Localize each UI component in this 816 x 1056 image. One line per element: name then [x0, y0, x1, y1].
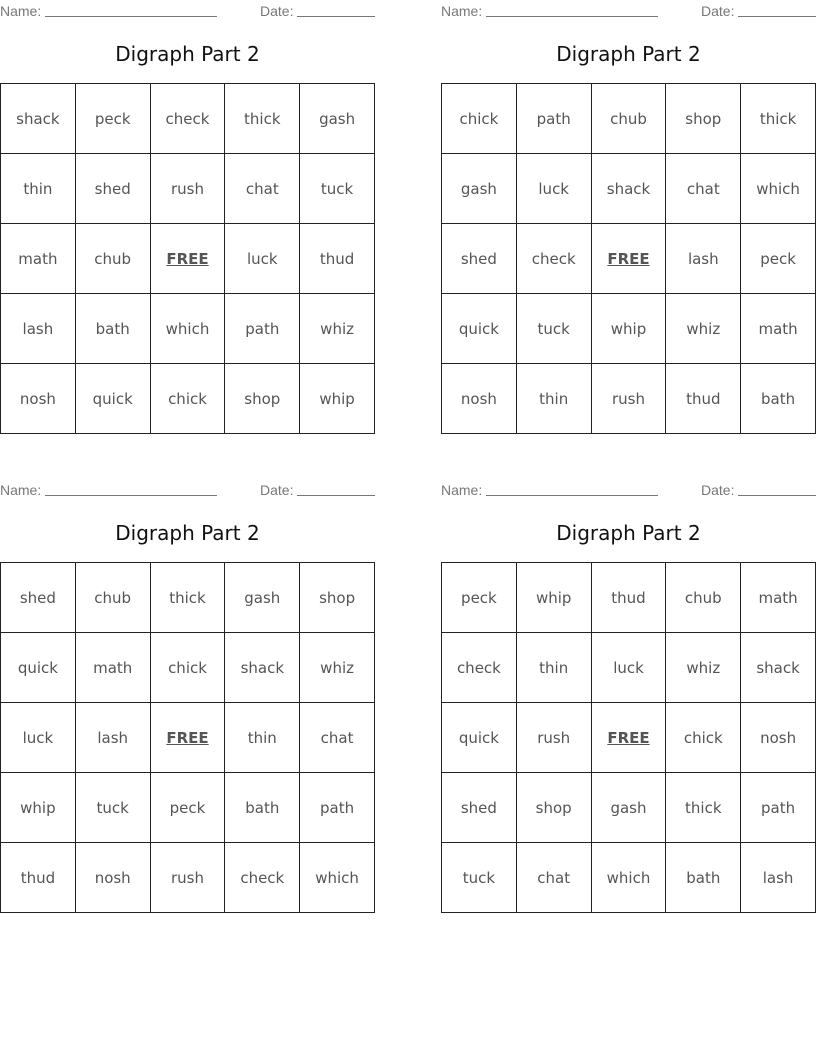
- grid-row: [442, 84, 816, 154]
- word-cell: chick: [150, 633, 225, 703]
- word-cell: check: [516, 224, 591, 294]
- word-cell: quick: [442, 703, 517, 773]
- word-cell: shop: [300, 563, 375, 633]
- word-cell: chub: [75, 563, 150, 633]
- word-cell: quick: [1, 633, 76, 703]
- grid-row: [1, 773, 375, 843]
- word-cell: whip: [516, 563, 591, 633]
- word-cell: shop: [666, 84, 741, 154]
- word-cell: chick: [150, 364, 225, 434]
- word-cell: quick: [442, 294, 517, 364]
- name-label: Name:: [441, 482, 483, 498]
- word-cell: thin: [225, 703, 300, 773]
- word-cell: math: [1, 224, 76, 294]
- grid-row: [1, 154, 375, 224]
- name-blank: [486, 16, 658, 17]
- word-cell: nosh: [741, 703, 816, 773]
- word-cell: path: [516, 84, 591, 154]
- card-header: [441, 479, 816, 501]
- free-space-cell: FREE: [591, 703, 666, 773]
- word-cell: gash: [442, 154, 517, 224]
- word-cell: rush: [516, 703, 591, 773]
- word-cell: thud: [1, 843, 76, 913]
- date-blank: [738, 495, 816, 496]
- word-cell: chat: [300, 703, 375, 773]
- word-cell: shed: [442, 224, 517, 294]
- word-cell: thin: [516, 633, 591, 703]
- grid-row: [1, 563, 375, 633]
- grid-row: [442, 294, 816, 364]
- word-cell: peck: [741, 224, 816, 294]
- free-space-cell: FREE: [150, 703, 225, 773]
- bingo-grid: [0, 83, 375, 434]
- card-title: Digraph Part 2: [115, 42, 260, 66]
- bingo-grid: [441, 562, 816, 913]
- word-cell: bath: [75, 294, 150, 364]
- name-blank: [45, 16, 217, 17]
- card-title: Digraph Part 2: [556, 42, 701, 66]
- word-cell: whip: [1, 773, 76, 843]
- word-cell: whip: [591, 294, 666, 364]
- name-blank: [486, 495, 658, 496]
- date-blank: [297, 16, 375, 17]
- word-cell: lash: [1, 294, 76, 364]
- word-cell: peck: [150, 773, 225, 843]
- free-space-cell: FREE: [591, 224, 666, 294]
- word-cell: chick: [666, 703, 741, 773]
- word-cell: nosh: [75, 843, 150, 913]
- word-cell: gash: [225, 563, 300, 633]
- card-header: [441, 0, 816, 22]
- word-cell: nosh: [442, 364, 517, 434]
- date-blank: [297, 495, 375, 496]
- word-cell: chat: [666, 154, 741, 224]
- card-header: [0, 0, 375, 22]
- date-label: Date:: [260, 3, 294, 19]
- date-blank: [738, 16, 816, 17]
- word-cell: chat: [225, 154, 300, 224]
- word-cell: check: [150, 84, 225, 154]
- word-cell: math: [741, 294, 816, 364]
- word-cell: thud: [591, 563, 666, 633]
- word-cell: shack: [591, 154, 666, 224]
- grid-row: [442, 224, 816, 294]
- word-cell: which: [300, 843, 375, 913]
- name-label: Name:: [0, 482, 42, 498]
- grid-row: [442, 154, 816, 224]
- word-cell: quick: [75, 364, 150, 434]
- word-cell: thick: [741, 84, 816, 154]
- word-cell: whiz: [300, 633, 375, 703]
- bingo-grid: [441, 83, 816, 434]
- word-cell: rush: [150, 154, 225, 224]
- word-cell: peck: [75, 84, 150, 154]
- word-cell: gash: [591, 773, 666, 843]
- word-cell: luck: [225, 224, 300, 294]
- bingo-card: [441, 0, 816, 408]
- word-cell: path: [741, 773, 816, 843]
- word-cell: tuck: [442, 843, 517, 913]
- word-cell: chick: [442, 84, 517, 154]
- word-cell: shack: [225, 633, 300, 703]
- word-cell: shop: [516, 773, 591, 843]
- grid-row: [1, 364, 375, 434]
- word-cell: bath: [225, 773, 300, 843]
- word-cell: chub: [666, 563, 741, 633]
- word-cell: path: [300, 773, 375, 843]
- grid-row: [442, 843, 816, 913]
- word-cell: thin: [1, 154, 76, 224]
- word-cell: thud: [300, 224, 375, 294]
- word-cell: shop: [225, 364, 300, 434]
- word-cell: whiz: [666, 294, 741, 364]
- grid-row: [442, 703, 816, 773]
- word-cell: shack: [1, 84, 76, 154]
- word-cell: lash: [666, 224, 741, 294]
- card-title: Digraph Part 2: [556, 521, 701, 545]
- bingo-card: [0, 479, 375, 887]
- word-cell: whip: [300, 364, 375, 434]
- word-cell: luck: [591, 633, 666, 703]
- word-cell: bath: [741, 364, 816, 434]
- word-cell: which: [150, 294, 225, 364]
- word-cell: check: [225, 843, 300, 913]
- word-cell: thick: [150, 563, 225, 633]
- word-cell: math: [75, 633, 150, 703]
- word-cell: luck: [1, 703, 76, 773]
- free-space-cell: FREE: [150, 224, 225, 294]
- word-cell: thick: [666, 773, 741, 843]
- word-cell: tuck: [75, 773, 150, 843]
- grid-row: [1, 633, 375, 703]
- grid-row: [1, 224, 375, 294]
- word-cell: tuck: [300, 154, 375, 224]
- word-cell: check: [442, 633, 517, 703]
- grid-row: [442, 563, 816, 633]
- grid-row: [1, 703, 375, 773]
- card-header: [0, 479, 375, 501]
- word-cell: rush: [150, 843, 225, 913]
- word-cell: bath: [666, 843, 741, 913]
- date-label: Date:: [260, 482, 294, 498]
- grid-row: [442, 773, 816, 843]
- word-cell: gash: [300, 84, 375, 154]
- name-label: Name:: [441, 3, 483, 19]
- grid-row: [1, 843, 375, 913]
- word-cell: nosh: [1, 364, 76, 434]
- bingo-card: [0, 0, 375, 408]
- word-cell: chub: [75, 224, 150, 294]
- word-cell: chub: [591, 84, 666, 154]
- word-cell: shack: [741, 633, 816, 703]
- date-label: Date:: [701, 482, 735, 498]
- word-cell: lash: [75, 703, 150, 773]
- word-cell: peck: [442, 563, 517, 633]
- word-cell: math: [741, 563, 816, 633]
- name-blank: [45, 495, 217, 496]
- bingo-grid: [0, 562, 375, 913]
- word-cell: chat: [516, 843, 591, 913]
- word-cell: shed: [1, 563, 76, 633]
- word-cell: tuck: [516, 294, 591, 364]
- word-cell: luck: [516, 154, 591, 224]
- word-cell: rush: [591, 364, 666, 434]
- grid-row: [442, 633, 816, 703]
- word-cell: thud: [666, 364, 741, 434]
- grid-row: [1, 294, 375, 364]
- word-cell: whiz: [300, 294, 375, 364]
- date-label: Date:: [701, 3, 735, 19]
- word-cell: whiz: [666, 633, 741, 703]
- name-label: Name:: [0, 3, 42, 19]
- word-cell: which: [591, 843, 666, 913]
- word-cell: thin: [516, 364, 591, 434]
- grid-row: [442, 364, 816, 434]
- grid-row: [1, 84, 375, 154]
- word-cell: path: [225, 294, 300, 364]
- word-cell: lash: [741, 843, 816, 913]
- word-cell: thick: [225, 84, 300, 154]
- card-title: Digraph Part 2: [115, 521, 260, 545]
- word-cell: shed: [442, 773, 517, 843]
- bingo-card: [441, 479, 816, 887]
- word-cell: shed: [75, 154, 150, 224]
- word-cell: which: [741, 154, 816, 224]
